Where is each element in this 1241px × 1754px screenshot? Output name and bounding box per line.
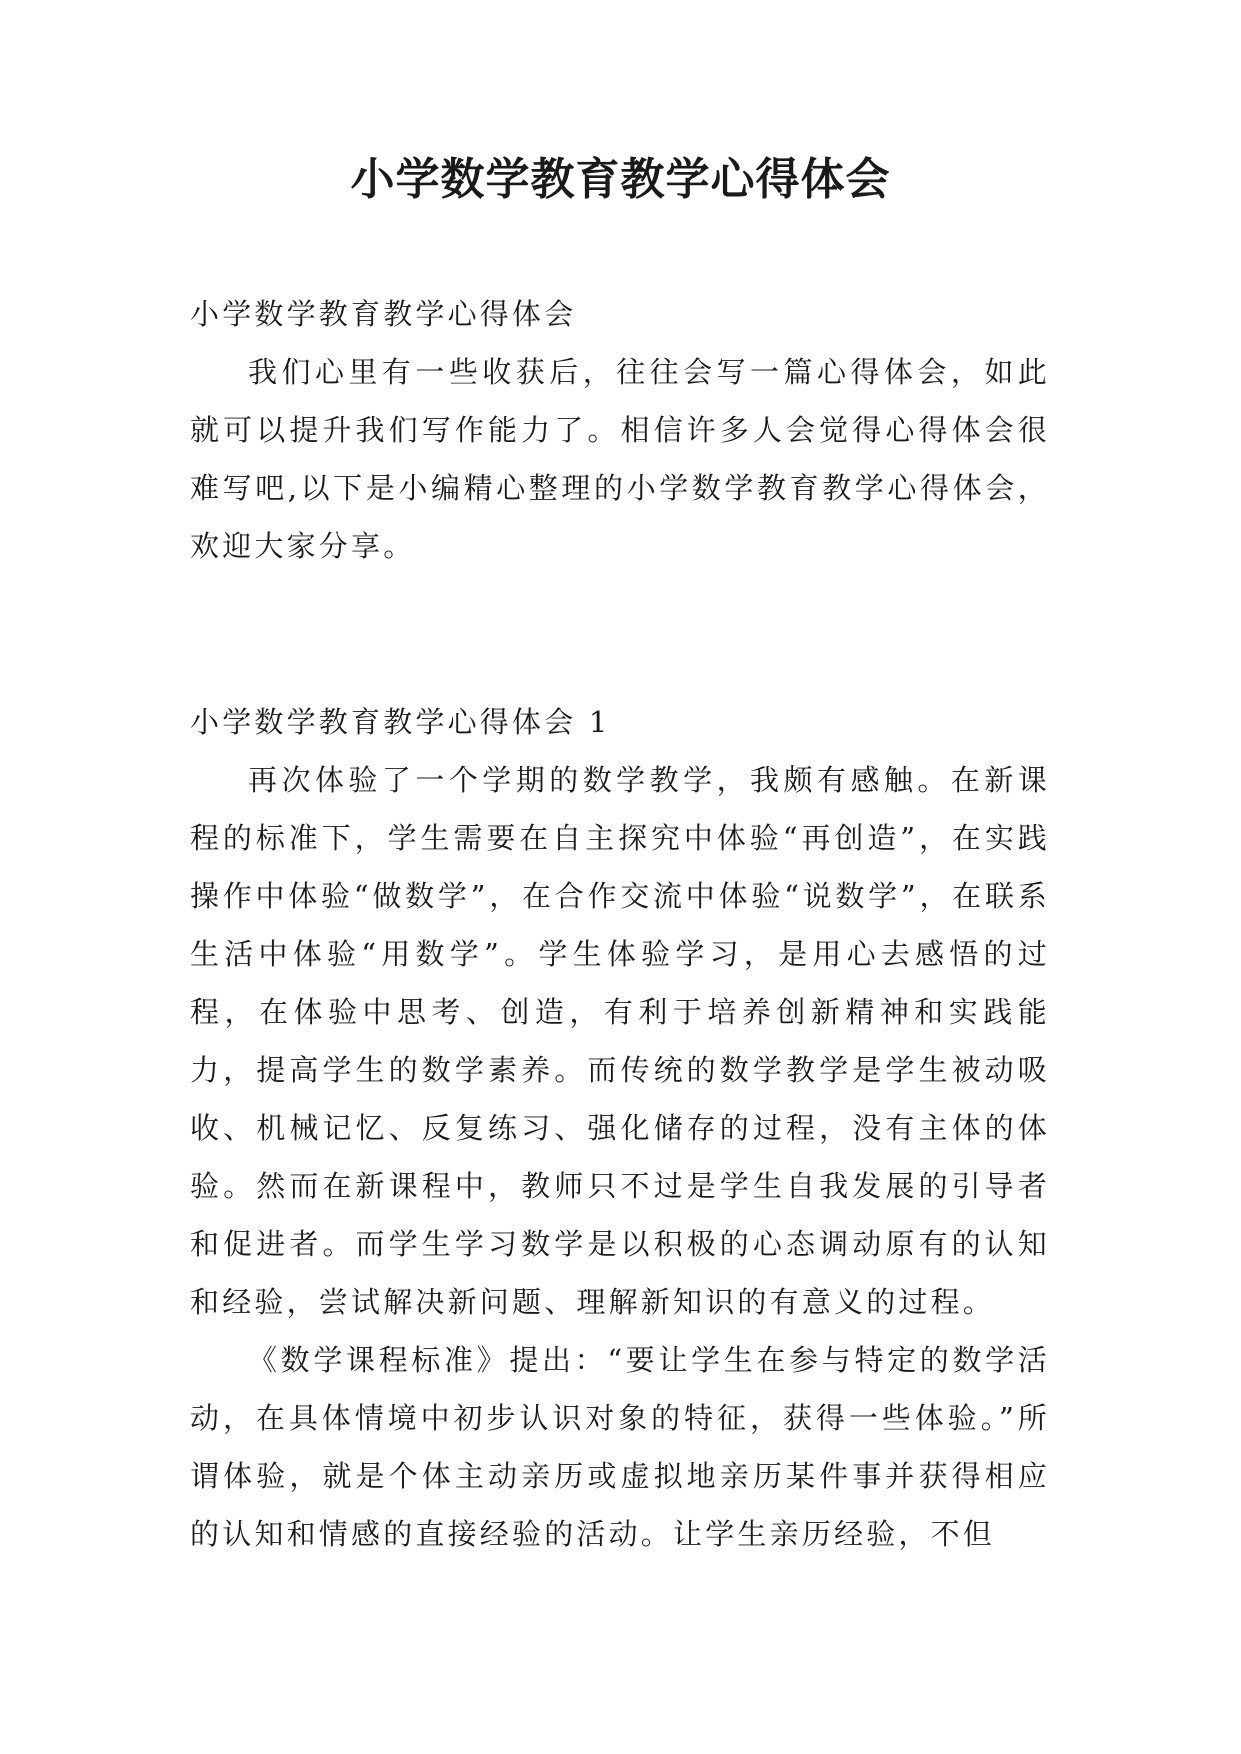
section-1: [190, 693, 1050, 1563]
section-1-paragraph-1: 再次体验了一个学期的数学教学，我颇有感触。在新课程的标准下，学生需要在自主探究中体验“再创造”，在实践操作中体验“做数学”，在合作交流中体验“说数学”，在联系生活中体验“用数学”。学生体验学习，是用心去感悟的过程，在体验中思考、创造，有利于培养创新精神和实践能力，提高学生的数学素养。而传统的数学教学是学生被动吸收、机械记忆、反复练习、强化储存的过程，没有主体的体验。然而在新课程中，教师只不过是学生自我发展的引导者和促进者。而学生学习数学是以积极的心态调动原有的认知和经验，尝试解决新问题、理解新知识的有意义的过程。: [190, 763, 1050, 1319]
section-1-paragraph-2: 《数学课程标准》提出：“要让学生在参与特定的数学活动，在具体情境中初步认识对象的特征，获得一些体验。”所谓体验，就是个体主动亲历或虚拟地亲历某件事并获得相应的认知和情感的直接经验的活动。让学生亲历经验，不但: [190, 1343, 1050, 1551]
section-1-heading: 小学数学教育教学心得体会 1: [190, 705, 611, 739]
intro-section: [190, 285, 1050, 575]
document-subtitle: 小学数学教育教学心得体会: [190, 297, 577, 331]
intro-paragraph: 我们心里有一些收获后，往往会写一篇心得体会，如此就可以提升我们写作能力了。相信许多人会觉得心得体会很难写吧,以下是小编精心整理的小学数学教育教学心得体会，欢迎大家分享。: [190, 355, 1050, 563]
document-title: 小学数学教育教学心得体会: [350, 154, 891, 205]
